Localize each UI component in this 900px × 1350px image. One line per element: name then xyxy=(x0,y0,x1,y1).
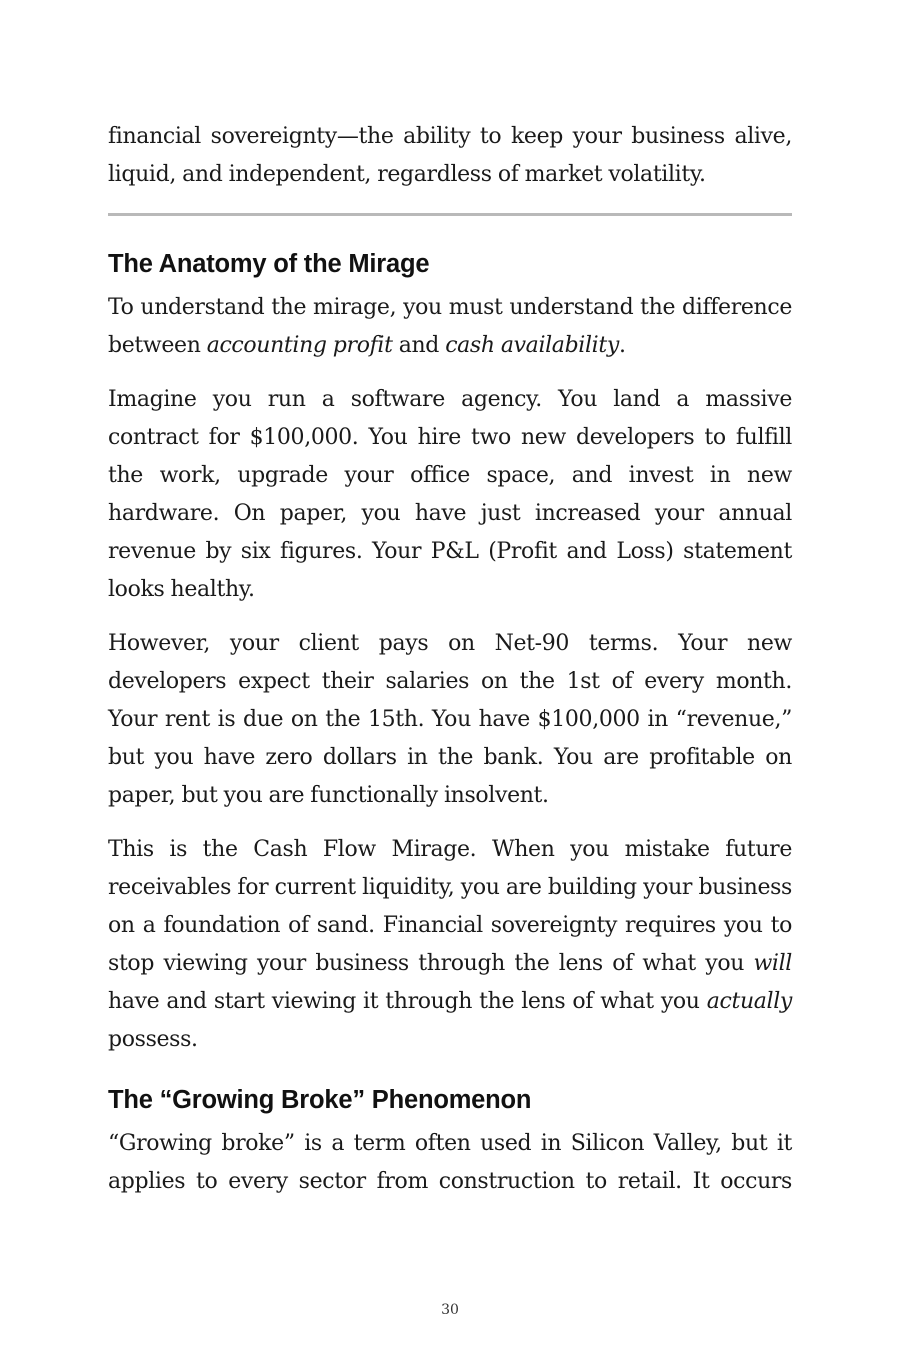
text-run: . xyxy=(618,333,626,358)
emphasis-accounting-profit: accounting profit xyxy=(206,333,393,358)
text-run: have and start viewing it through the lens of what you xyxy=(108,989,707,1014)
section-divider xyxy=(108,213,792,216)
anatomy-paragraph-1 xyxy=(108,289,792,365)
anatomy-paragraph-4 xyxy=(108,831,792,1059)
emphasis-actually: actually xyxy=(706,989,792,1014)
anatomy-paragraph-3: However, your client pays on Net-90 terms. Your new developers expect their salaries on the 1st of every month. Your rent is due on the 15th. You have $100,000 in “revenue,” but you have zero dollars in the bank. You are profitable on paper, but you are functionally insolvent. xyxy=(108,631,792,808)
emphasis-will: will xyxy=(753,951,792,976)
growing-broke-paragraph-1: “Growing broke” is a term often used in Silicon Valley, but it applies to every sector from construction to retail. It occurs xyxy=(108,1131,792,1194)
page-body xyxy=(108,118,792,1201)
anatomy-paragraph-2: Imagine you run a software agency. You land a massive contract for $100,000. You hire two new developers to fulfill the work, upgrade your office space, and invest in new hardware. On paper, you have just increased your annual revenue by six figures. Your P&L (Profit and Loss) statement looks healthy. xyxy=(108,387,792,602)
text-run: This is the Cash Flow Mirage. When you mistake future receivables for current liquidity, you are building your business on a foundation of sand. Financial sovereignty requires you to stop viewing your business through the lens of what you xyxy=(108,837,792,976)
text-run: and xyxy=(392,333,446,358)
emphasis-cash-availability: cash availability xyxy=(445,333,619,358)
section-heading-anatomy: The Anatomy of the Mirage xyxy=(108,250,430,278)
text-run: To understand the mirage, you must understand the difference between xyxy=(108,295,792,358)
text-run: possess. xyxy=(108,1027,198,1052)
opening-paragraph: financial sovereignty—the ability to keep your business alive, liquid, and independent, regardless of market volatility. xyxy=(108,124,792,187)
page-number: 30 xyxy=(441,1302,459,1318)
section-heading-growing-broke: The “Growing Broke” Phenomenon xyxy=(108,1086,532,1114)
